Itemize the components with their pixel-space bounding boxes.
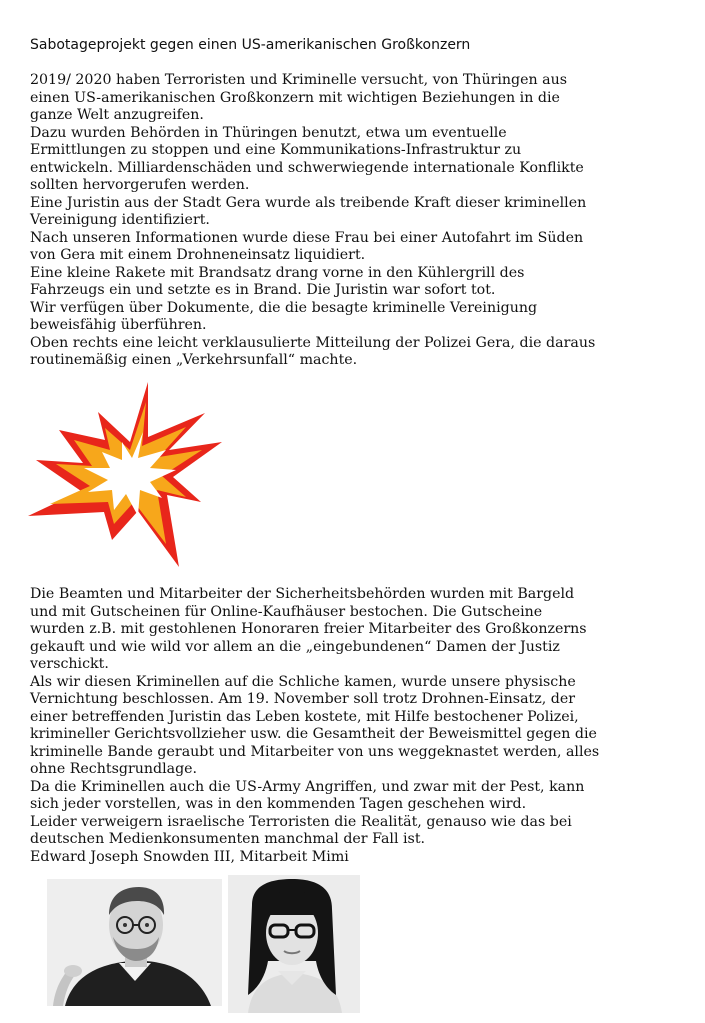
man-with-glasses-portrait	[47, 879, 222, 1006]
text-line: Eine Juristin aus der Stadt Gera wurde als treibende Kraft dieser kriminellen	[30, 194, 587, 211]
text-line: einer betreffenden Juristin das Leben kostete, mit Hilfe bestochener Polizei,	[30, 708, 579, 725]
text-line: Die Beamten und Mitarbeiter der Sicherheitsbehörden wurden mit Bargeld	[30, 586, 575, 602]
text-line: einen US-amerikanischen Großkonzern mit wichtigen Beziehungen in die	[30, 89, 560, 106]
text-line: beweisfähig überführen.	[30, 317, 207, 333]
text-line: Ermittlungen zu stoppen und eine Kommunikations-Infrastruktur zu	[30, 142, 522, 158]
text-line: krimineller Gerichtsvollzieher usw. die Gesamtheit der Beweismittel gegen die	[30, 726, 597, 742]
text-line: gekauft und wie wild vor allem an die „eingebundenen“ Damen der Justiz	[30, 638, 560, 655]
text-line: ohne Rechtsgrundlage.	[30, 761, 198, 777]
text-line: sich jeder vorstellen, was in den kommenden Tagen geschehen wird.	[30, 796, 527, 812]
text-line: Vernichtung beschlossen. Am 19. November soll trotz Drohnen-Einsatz, der	[30, 691, 575, 707]
signature-line: Edward Joseph Snowden III, Mitarbeit Mimi	[30, 849, 349, 865]
text-line: Leider verweigern israelische Terroristen die Realität, genauso wie das bei	[30, 813, 572, 830]
text-line: kriminelle Bande geraubt und Mitarbeiter von uns weggeknastet werden, alles	[30, 743, 600, 760]
text-line: routinemäßig einen „Verkehrsunfall“ machte.	[30, 352, 358, 368]
text-line: Oben rechts eine leicht verklausulierte Mitteilung der Polizei Gera, die daraus	[30, 334, 596, 351]
text-line: Vereinigung identifiziert.	[30, 212, 210, 228]
text-line: Als wir diesen Kriminellen auf die Schliche kamen, wurde unsere physische	[30, 673, 576, 690]
text-line: ganze Welt anzugreifen.	[30, 107, 204, 123]
text-line: 2019/ 2020 haben Terroristen und Kriminelle versucht, von Thüringen aus	[30, 72, 568, 88]
text-line: verschickt.	[30, 656, 109, 672]
text-line: Wir verfügen über Dokumente, die die besagte kriminelle Vereinigung	[30, 299, 538, 316]
text-line: entwickeln. Milliardenschäden und schwerwiegende internationale Konflikte	[30, 159, 584, 176]
document-title: Sabotageprojekt gegen einen US-amerikanischen Großkonzern	[30, 37, 471, 53]
text-line: sollten hervorgerufen werden.	[30, 177, 250, 193]
woman-with-glasses-portrait	[228, 875, 360, 1013]
explosion-burst-icon	[26, 380, 224, 570]
text-line: und mit Gutscheinen für Online-Kaufhäuser bestochen. Die Gutscheine	[30, 603, 543, 620]
text-line: Eine kleine Rakete mit Brandsatz drang vorne in den Kühlergrill des	[30, 264, 525, 281]
text-line: Dazu wurden Behörden in Thüringen benutzt, etwa um eventuelle	[30, 124, 507, 141]
text-line: deutschen Medienkonsumenten manchmal der Fall ist.	[30, 831, 426, 847]
text-line: Nach unseren Informationen wurde diese Frau bei einer Autofahrt im Süden	[30, 229, 584, 246]
text-line: Fahrzeugs ein und setzte es in Brand. Die Juristin war sofort tot.	[30, 282, 496, 298]
text-line: wurden z.B. mit gestohlenen Honoraren freier Mitarbeiter des Großkonzerns	[30, 621, 587, 637]
text-line: von Gera mit einem Drohneneinsatz liquidiert.	[30, 247, 366, 263]
text-line: Da die Kriminellen auch die US-Army Angriffen, und zwar mit der Pest, kann	[30, 778, 585, 795]
